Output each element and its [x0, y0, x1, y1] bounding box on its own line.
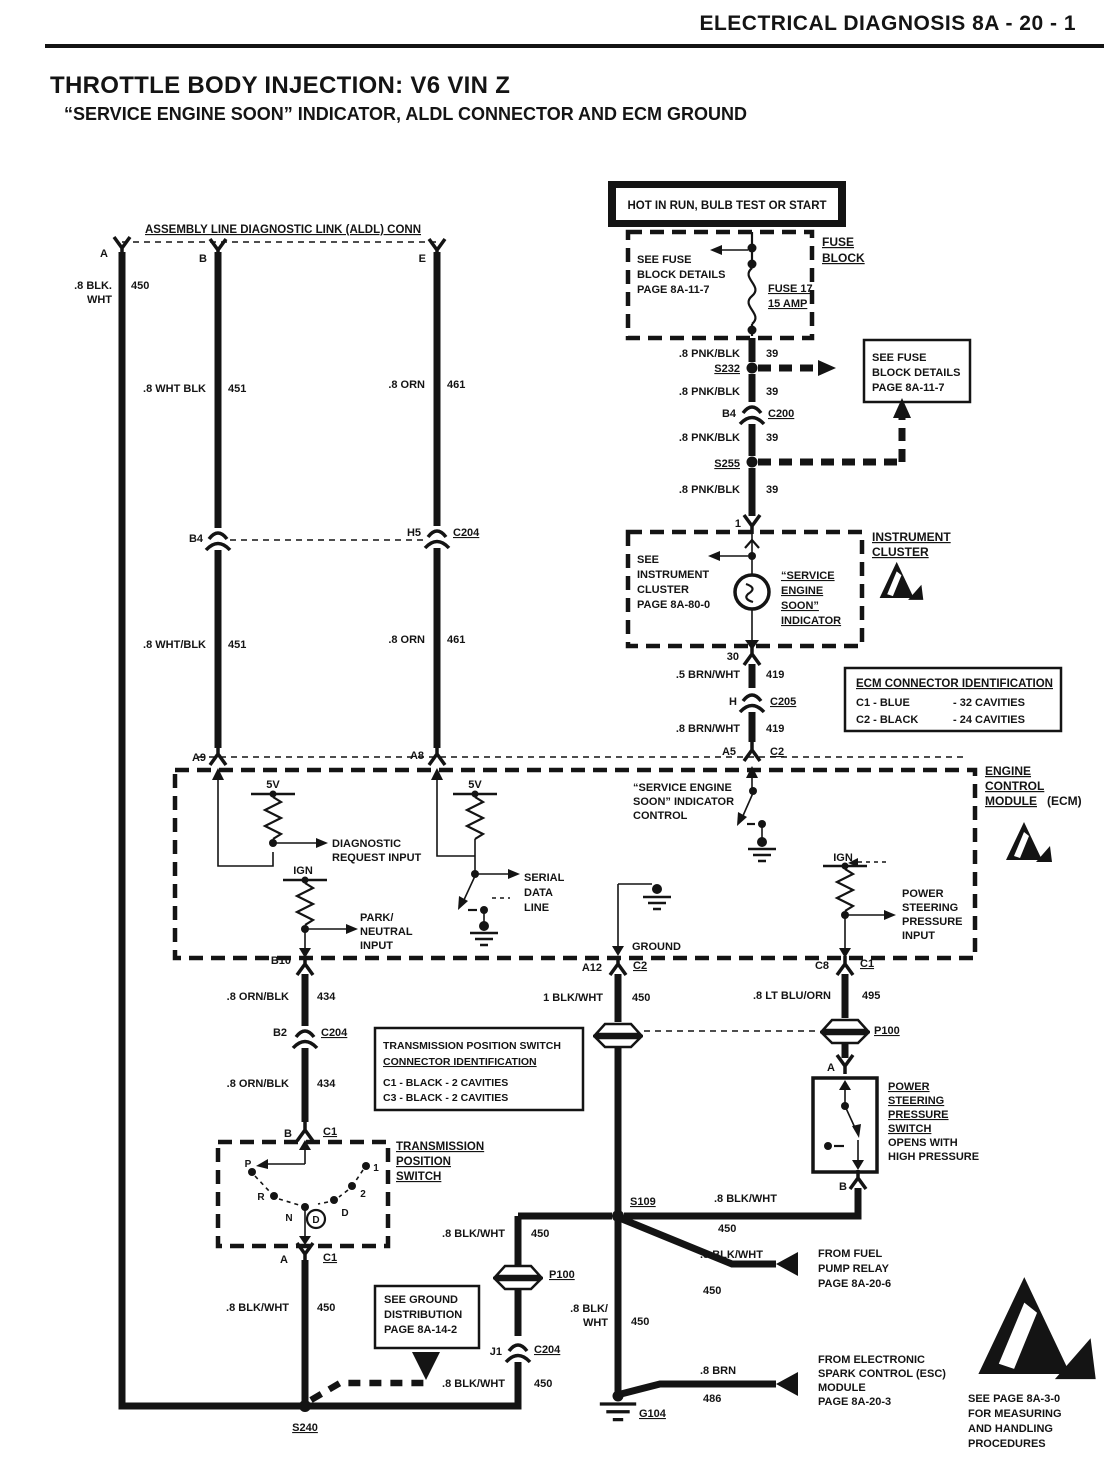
- tps-contact-r: [270, 1192, 278, 1200]
- ecmid-r1a: C1 - BLUE: [856, 697, 910, 709]
- ground-dist-arrow-icon: [412, 1352, 440, 1380]
- wire-434-2: .8 ORN/BLK: [226, 1078, 289, 1090]
- resistor-2: [297, 883, 313, 925]
- conn-c204-2: C204: [321, 1027, 348, 1039]
- pin-h: H: [729, 696, 737, 708]
- pin-a8: A8: [409, 750, 424, 762]
- psp-contact-left: [824, 1142, 832, 1150]
- resistor-4: [837, 869, 853, 911]
- aldl-conn-title: ASSEMBLY LINE DIAGNOSTIC LINK (ALDL) CONN: [145, 224, 422, 236]
- tps-2: 2: [360, 1189, 366, 1200]
- conn-c1-1: C1: [860, 958, 875, 970]
- fuse-block-label: FUSE BLOCK: [822, 235, 865, 265]
- num-450-1: 450: [632, 992, 651, 1004]
- tps-p: P: [244, 1159, 252, 1170]
- tps-d: D: [341, 1208, 349, 1219]
- wire-450-g: .8 BLK/ WHT: [570, 1303, 608, 1329]
- splice-s255-label: S255: [714, 458, 740, 470]
- ecm-pin-a8-connector: [429, 746, 445, 765]
- psp-switch-label-2: OPENS WITH HIGH PRESSURE: [888, 1137, 980, 1163]
- ground-icon-serial: [470, 933, 498, 945]
- grommet-left: [593, 1024, 643, 1047]
- pin-a-psp: A: [827, 1062, 835, 1074]
- ecm-label-2: (ECM): [1047, 794, 1082, 808]
- wire-circuit-419: [740, 664, 764, 761]
- pin-b: B: [199, 253, 207, 265]
- pin-c8: C8: [814, 960, 829, 972]
- psp-arrow-icon: [884, 910, 896, 920]
- num-451-2: 451: [228, 639, 247, 651]
- conn-c204-1: C204: [453, 527, 480, 539]
- wire-451-2: .8 WHT/BLK: [143, 639, 206, 651]
- fuel-pump-label: FROM FUEL PUMP RELAY PAGE 8A-20-6: [818, 1248, 892, 1290]
- wire-450-e: .8 BLK/WHT: [442, 1228, 505, 1240]
- wire-pnk-2: .8 PNK/BLK: [678, 386, 740, 398]
- ecm-park-neutral: [283, 877, 358, 959]
- num-39-3: 39: [766, 432, 779, 444]
- pin-b4-aldl: B4: [188, 533, 203, 545]
- a12-exit-arrow-icon: [612, 946, 624, 956]
- connector-c204-h5: [425, 531, 449, 548]
- ses-switch-arm: [742, 793, 753, 818]
- esc-branch: [621, 1384, 776, 1394]
- conn-p100-1: P100: [874, 1025, 900, 1037]
- see-fuse-1: SEE FUSE BLOCK DETAILS PAGE 8A-11-7: [637, 254, 726, 296]
- splice-s232: [747, 363, 758, 374]
- num-450-b: 450: [317, 1302, 336, 1314]
- wire-419-1: .5 BRN/WHT: [675, 669, 740, 681]
- num-434-1: 434: [317, 991, 336, 1003]
- num-486: 486: [703, 1393, 722, 1405]
- tps-contact-d: [330, 1196, 338, 1204]
- connector-c205: [740, 695, 764, 712]
- see-fuse-2: SEE FUSE BLOCK DETAILS PAGE 8A-11-7: [872, 352, 961, 394]
- grommet-p100-mid: [493, 1266, 543, 1289]
- ecm-label: ENGINE CONTROL MODULE: [985, 764, 1045, 808]
- ses-indicator-label: “SERVICE ENGINE SOON” INDICATOR: [781, 570, 842, 627]
- instrument-cluster-label: INSTRUMENT CLUSTER: [872, 530, 951, 559]
- num-461-2: 461: [447, 634, 466, 646]
- connector-c204-j1: [506, 1345, 530, 1362]
- conn-c205: C205: [770, 696, 797, 708]
- psp-exit-arrow-icon: [852, 1160, 864, 1170]
- tps-n: N: [285, 1213, 293, 1224]
- tps-label: TRANSMISSION POSITION SWITCH: [396, 1141, 485, 1183]
- page-header: ELECTRICAL DIAGNOSIS 8A - 20 - 1: [699, 12, 1076, 35]
- ecm-serial-data: [431, 768, 520, 945]
- see-instrument-cluster: SEE INSTRUMENT CLUSTER PAGE 8A-80-0: [637, 554, 711, 611]
- park-neutral-label: PARK/ NEUTRAL INPUT: [360, 912, 413, 952]
- ground-dist-dashed-wire: [311, 1378, 426, 1400]
- pin-30: 30: [726, 651, 739, 663]
- wire-circuit-450-tps: [299, 1260, 311, 1412]
- splice-s109-label: S109: [630, 1196, 656, 1208]
- pin-b-psp: B: [839, 1181, 847, 1193]
- serial-switch-arrow-icon: [458, 896, 468, 910]
- psp-entry-arrow-icon: [839, 1080, 851, 1090]
- resistor-3: [467, 797, 483, 839]
- see-ic-arrow-icon: [708, 551, 720, 561]
- connector-c200: [740, 407, 764, 424]
- splice-s255: [747, 457, 758, 468]
- connector-c204-b2: [293, 1031, 317, 1048]
- conn-c204-3: C204: [534, 1344, 561, 1356]
- num-451-1: 451: [228, 383, 247, 395]
- tps-wiper-arrow-icon: [256, 1159, 268, 1169]
- wire-circuit-461: [230, 252, 449, 765]
- s255-dashed-branch: [758, 418, 902, 462]
- wire-pnk-3: .8 PNK/BLK: [678, 432, 740, 444]
- num-450-d: 450: [703, 1285, 722, 1297]
- hot-box-label: HOT IN RUN, BULB TEST OR START: [627, 200, 827, 212]
- wire-circuit-451: [206, 252, 230, 765]
- pin-1-label: 1: [734, 518, 741, 530]
- transmission-position-switch-group: [218, 1140, 388, 1262]
- wire-450-a: .8 BLK. WHT: [74, 280, 112, 306]
- wire-circuit-450-bottom: [493, 1216, 798, 1396]
- num-450-a: 450: [131, 280, 150, 292]
- wire-circuit-450-a12: [593, 956, 643, 1420]
- num-450-g: 450: [631, 1316, 650, 1328]
- wire-434-1: .8 ORN/BLK: [226, 991, 289, 1003]
- conn-c2-2: C2: [633, 960, 648, 972]
- see-ground-label: SEE GROUND DISTRIBUTION PAGE 8A-14-2: [384, 1294, 463, 1336]
- page-subtitle: “SERVICE ENGINE SOON” INDICATOR, ALDL CONNECTOR AND ECM GROUND: [64, 104, 748, 124]
- wire-circuit-434: [293, 956, 317, 1141]
- pin-b-tps: B: [284, 1128, 292, 1140]
- pin-b2: B2: [272, 1027, 287, 1039]
- psp-switch-arrow-icon: [852, 1124, 861, 1138]
- num-419-2: 419: [766, 723, 785, 735]
- pin-a: A: [100, 248, 108, 260]
- esc-module-label: FROM ELECTRONIC SPARK CONTROL (ESC) MODULE PAGE 8A-20-3: [818, 1354, 946, 1408]
- fuse-17-label: FUSE 17 15 AMP: [768, 283, 813, 310]
- tps-1: 1: [373, 1163, 379, 1174]
- esc-arrow-icon: [776, 1372, 798, 1396]
- num-39-4: 39: [766, 484, 779, 496]
- esd-icon-instrument-cluster: [880, 562, 924, 600]
- wire-461-1: .8 ORN: [388, 379, 425, 391]
- conn-c1-2: C1: [323, 1126, 338, 1138]
- num-495: 495: [862, 990, 881, 1002]
- wire-pnk-1: .8 PNK/BLK: [678, 348, 740, 360]
- pin-h5: H5: [406, 527, 421, 539]
- tps-pin-b-connector: [297, 1122, 313, 1141]
- num-39-2: 39: [766, 386, 779, 398]
- diagnostic-request-label: DIAGNOSTIC REQUEST INPUT: [332, 838, 422, 864]
- ground-icon-g104: [600, 1404, 636, 1420]
- wire-419-2: .8 BRN/WHT: [675, 723, 740, 735]
- ecmid-r1b: - 32 CAVITIES: [953, 697, 1025, 709]
- wire-pnk-4: .8 PNK/BLK: [678, 484, 740, 496]
- pin-a-tps: A: [280, 1254, 288, 1266]
- tpsid-1: TRANSMISSION POSITION SWITCH: [383, 1040, 561, 1052]
- wire-450-f: .8 BLK/WHT: [442, 1378, 505, 1390]
- ecmid-r2b: - 24 CAVITIES: [953, 714, 1025, 726]
- pin-j1: J1: [489, 1346, 502, 1358]
- aldl-connector-group: [114, 237, 445, 258]
- ground-label: GROUND: [632, 941, 681, 953]
- pin-b4-c200: B4: [721, 408, 736, 420]
- see-fuse-arrow-icon: [710, 245, 722, 255]
- wire-circuit-495: [624, 956, 877, 1216]
- wire-450-c: .8 BLK/WHT: [714, 1193, 777, 1205]
- fuse-17-symbol: [749, 268, 756, 324]
- num-450-f: 450: [534, 1378, 553, 1390]
- label-ign-2: IGN: [833, 852, 853, 864]
- tpsid-r2: C3 - BLACK - 2 CAVITIES: [383, 1092, 509, 1104]
- num-461-1: 461: [447, 379, 466, 391]
- pin-a9: A9: [191, 752, 206, 764]
- grommet-p100-right: [820, 1020, 870, 1043]
- ground-icon-ecm: [643, 897, 671, 909]
- serial-data-label: SERIAL DATA LINE: [524, 872, 565, 914]
- resistor-1: [265, 797, 281, 839]
- ses-bulb-filament: [746, 584, 753, 602]
- esd-note: SEE PAGE 8A-3-0 FOR MEASURING AND HANDLING PROCEDURES: [968, 1393, 1062, 1450]
- ecmid-title: ECM CONNECTOR IDENTIFICATION: [856, 678, 1053, 690]
- wire-486: .8 BRN: [700, 1365, 737, 1377]
- pin-a12: A12: [581, 962, 602, 974]
- tps-contact-1: [362, 1162, 370, 1170]
- tps-contact-2: [348, 1182, 356, 1190]
- esd-icon-ecm: [1006, 822, 1052, 862]
- pin-b10: B10: [270, 955, 291, 967]
- ecm-psp-input: [823, 858, 896, 958]
- ecm-pin-a5-connector: [744, 742, 760, 761]
- page-title: THROTTLE BODY INJECTION: V6 VIN Z: [50, 72, 511, 99]
- esd-icon-large: [978, 1277, 1095, 1379]
- pin-a5: A5: [721, 746, 736, 758]
- num-450-e: 450: [531, 1228, 550, 1240]
- label-5v-1: 5V: [266, 779, 280, 791]
- tps-r: R: [257, 1192, 265, 1203]
- splice-s232-label: S232: [714, 363, 740, 375]
- ecmid-r2a: C2 - BLACK: [856, 714, 919, 726]
- num-419-1: 419: [766, 669, 785, 681]
- splice-s240: [299, 1400, 311, 1412]
- tps-exit-arrow-icon: [299, 1236, 311, 1245]
- wire-451-1: .8 WHT BLK: [143, 383, 206, 395]
- gnd-g104-label: G104: [639, 1408, 666, 1420]
- num-434-2: 434: [317, 1078, 336, 1090]
- ic-pin-30-connector: [744, 646, 760, 665]
- wire-450-1: 1 BLK/WHT: [543, 992, 603, 1004]
- fuel-pump-arrow-icon: [776, 1252, 798, 1276]
- ground-icon-ses: [748, 849, 776, 861]
- num-450-c: 450: [718, 1223, 737, 1235]
- wire-450-d: .8 BLK/WHT: [700, 1249, 763, 1261]
- conn-p100-2: P100: [549, 1269, 575, 1281]
- ecm-pin-a9-connector: [210, 746, 226, 765]
- park-neutral-arrow-icon: [346, 924, 358, 934]
- diag-request-arrow-icon: [316, 838, 328, 848]
- s232-arrow-icon: [818, 360, 836, 376]
- psp-input-label: POWER STEERING PRESSURE INPUT: [902, 888, 963, 942]
- wire-495: .8 LT BLU/ORN: [752, 990, 831, 1002]
- psp-switch-label: POWER STEERING PRESSURE SWITCH: [888, 1081, 949, 1135]
- pin-e: E: [418, 253, 426, 265]
- conn-c2-1: C2: [770, 746, 785, 758]
- wire-461-2: .8 ORN: [388, 634, 425, 646]
- connector-c204-b4: [206, 533, 230, 550]
- ses-switch-arrow-icon: [737, 812, 747, 826]
- splice-s240-label: S240: [292, 1422, 318, 1434]
- tpsid-2: CONNECTOR IDENTIFICATION: [383, 1056, 537, 1068]
- ses-control-label: “SERVICE ENGINE SOON” INDICATOR CONTROL: [633, 782, 735, 822]
- wire-450-b: .8 BLK/WHT: [226, 1302, 289, 1314]
- ecm-ses-control: [737, 766, 776, 861]
- tps-d-circled: D: [312, 1215, 320, 1226]
- diagram-labels: [74, 200, 1082, 1450]
- num-39-1: 39: [766, 348, 779, 360]
- label-5v-2: 5V: [468, 779, 482, 791]
- conn-c1-3: C1: [323, 1252, 338, 1264]
- tpsid-r1: C1 - BLACK - 2 CAVITIES: [383, 1077, 509, 1089]
- conn-c200: C200: [768, 408, 795, 420]
- serial-data-arrow-icon: [508, 869, 520, 879]
- label-ign-1: IGN: [293, 865, 313, 877]
- serial-switch-arm: [463, 876, 475, 902]
